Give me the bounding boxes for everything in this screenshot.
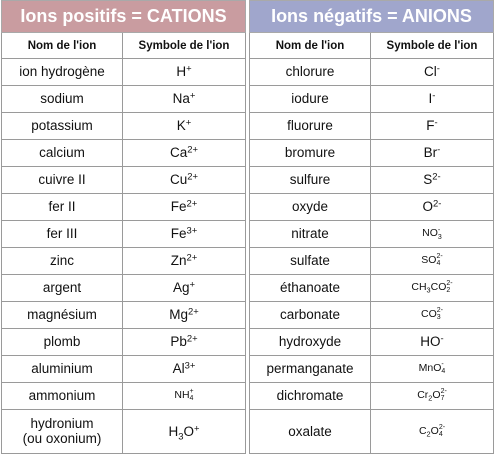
table-row	[250, 274, 494, 301]
ion-symbol-base: CO	[421, 308, 437, 321]
cations-title: Ions positifs = CATIONS	[2, 1, 246, 33]
ion-name-cell	[250, 220, 371, 247]
ion-name: calcium	[39, 145, 85, 161]
table-row	[250, 166, 494, 193]
ion-charge: -	[437, 144, 441, 156]
ion-name: permanganate	[266, 361, 354, 377]
ion-symbol-cell	[123, 139, 246, 166]
ion-symbol-cell	[371, 328, 494, 355]
ion-charge: 2-	[433, 198, 442, 210]
ion-charge: -	[436, 63, 440, 75]
table-row	[2, 139, 246, 166]
table-row	[2, 382, 246, 409]
ion-charge: 3+	[186, 225, 198, 237]
table-row	[250, 85, 494, 112]
ion-name-cell	[250, 355, 371, 382]
ion-symbol-base: O	[422, 199, 434, 215]
ion-charge: +	[189, 279, 196, 291]
ion-symbol-base: Mg	[169, 307, 188, 323]
ion-name: chlorure	[285, 64, 335, 80]
table-row	[2, 193, 246, 220]
ion-symbol-cell	[371, 247, 494, 274]
ion-symbol-cell	[123, 166, 246, 193]
ion-name: potassium	[31, 118, 93, 134]
ion-subscript: 4	[436, 260, 441, 268]
ion-charge: 2+	[186, 198, 198, 210]
table-row	[2, 274, 246, 301]
ion-subscript: 4	[441, 368, 446, 376]
ion-charge-stack	[439, 424, 445, 438]
ion-name-cell	[2, 409, 123, 453]
ion-subscript: 3	[178, 431, 184, 443]
ion-symbol-cell	[123, 247, 246, 274]
ion-charge-stack	[441, 361, 445, 375]
ion-name: sodium	[40, 91, 84, 107]
ion-charge-stack	[436, 253, 442, 267]
ion-symbol-cell	[123, 355, 246, 382]
ion-name: argent	[42, 280, 82, 296]
ion-subscript-2: 4	[438, 431, 443, 439]
ion-symbol-base: CH	[411, 281, 427, 294]
ion-name-cell	[250, 382, 371, 409]
ion-name-cell	[250, 166, 371, 193]
ion-symbol-cell	[371, 409, 494, 453]
ion-symbol-cell	[123, 301, 246, 328]
table-row	[2, 409, 246, 453]
table-row	[250, 112, 494, 139]
ion-name: fer III	[46, 226, 78, 242]
table-row	[2, 59, 246, 86]
cations-name-header: Nom de l'ion	[2, 33, 123, 59]
ion-symbol-base: Pb	[170, 334, 187, 350]
ion-charge: -	[440, 333, 444, 345]
ion-symbol-base: H	[176, 64, 187, 80]
table-row	[2, 112, 246, 139]
ion-charge: 2+	[187, 171, 199, 183]
ion-symbol-base: Ag	[172, 280, 190, 296]
ion-name-cell	[2, 247, 123, 274]
ion-charge: +	[189, 90, 196, 102]
ion-name-cell	[2, 166, 123, 193]
ion-subscript: 4	[189, 395, 194, 403]
ion-charge-stack	[446, 280, 452, 294]
ion-symbol-base: Na	[172, 91, 190, 107]
ion-name-cell	[250, 328, 371, 355]
ion-name: hydronium	[30, 416, 94, 432]
ion-charge: 2+	[186, 333, 198, 345]
ion-symbol-cell	[123, 220, 246, 247]
ion-charge: +	[194, 423, 200, 435]
ion-name-cell	[250, 409, 371, 453]
ion-name: iodure	[291, 91, 329, 107]
ion-name-cell	[2, 355, 123, 382]
table-row	[2, 247, 246, 274]
ion-charge: 2+	[188, 306, 199, 318]
anions-table	[249, 0, 494, 454]
ion-symbol-base: Zn	[170, 253, 187, 269]
ion-name-cell	[2, 139, 123, 166]
ion-symbol-base: C	[418, 424, 427, 437]
ion-name-cell	[2, 220, 123, 247]
ion-name: bromure	[284, 145, 336, 161]
ion-symbol-base: I	[428, 91, 433, 107]
ion-charge: 2-	[436, 307, 443, 315]
ion-symbol-cell	[371, 382, 494, 409]
ion-name: oxalate	[288, 423, 332, 439]
anions-title: Ions négatifs = ANIONS	[250, 1, 494, 33]
ion-name: ion hydrogène	[19, 64, 105, 80]
ion-name-cell	[2, 85, 123, 112]
ion-charge: -	[437, 226, 441, 234]
ion-symbol-cell	[123, 193, 246, 220]
ion-charge: -	[434, 117, 438, 129]
ion-symbol-cell	[371, 355, 494, 382]
ion-subscript: 2	[428, 393, 433, 403]
ion-charge: -	[441, 361, 444, 369]
table-row	[250, 328, 494, 355]
ion-name: sulfure	[289, 172, 331, 188]
ion-name-cell	[250, 274, 371, 301]
ion-name-cell	[2, 59, 123, 86]
ion-name: hydroxyde	[278, 334, 342, 350]
ion-name: dichromate	[276, 388, 344, 404]
ion-charge: 2-	[440, 388, 447, 396]
ion-name: carbonate	[279, 307, 341, 323]
ion-name: magnésium	[27, 307, 97, 323]
ion-symbol-base: K	[176, 118, 186, 134]
ion-symbol-cell	[123, 59, 246, 86]
table-row	[250, 355, 494, 382]
cations-table	[1, 0, 246, 454]
ion-charge: -	[432, 90, 436, 102]
ion-symbol-cell	[123, 328, 246, 355]
ion-charge-stack	[190, 388, 194, 402]
table-row	[2, 328, 246, 355]
ion-name: oxyde	[291, 199, 329, 215]
table-row	[250, 409, 494, 453]
table-row	[2, 166, 246, 193]
ion-charge: 2-	[446, 280, 453, 288]
ion-charge-stack	[437, 307, 443, 321]
table-row	[250, 139, 494, 166]
ion-symbol-base: Cr	[417, 389, 429, 402]
ion-symbol-base: S	[423, 172, 433, 188]
ion-subscript-2: 7	[440, 395, 445, 403]
ion-name-cell	[250, 193, 371, 220]
ion-symbol-base: Cu	[169, 172, 188, 188]
ion-symbol-base: Br	[423, 145, 438, 161]
ion-subscript: 3	[437, 233, 442, 241]
table-row	[2, 85, 246, 112]
ion-name-cell	[2, 328, 123, 355]
ion-symbol-cell	[123, 112, 246, 139]
ion-name: ammonium	[28, 388, 96, 404]
ion-name: nitrate	[291, 226, 329, 242]
cations-rows	[2, 59, 246, 454]
ion-symbol-base: Fe	[170, 199, 187, 215]
ion-symbol-cell	[123, 382, 246, 409]
ion-symbol-cell	[371, 112, 494, 139]
ion-symbol-base: MnO	[418, 362, 442, 375]
ion-charge: +	[186, 63, 192, 75]
ion-symbol-base-2: O	[430, 424, 439, 437]
ion-charge: 2-	[436, 253, 443, 261]
ion-name-cell	[250, 247, 371, 274]
ion-name: fer II	[48, 199, 76, 215]
ion-name-cell	[2, 274, 123, 301]
ion-name-cell	[2, 112, 123, 139]
ion-subscript-2: 2	[446, 287, 451, 295]
ion-subscript: 3	[436, 314, 441, 322]
table-row	[250, 301, 494, 328]
ion-name: fluorure	[287, 118, 333, 134]
table-row	[250, 247, 494, 274]
ion-symbol-base: Ca	[169, 145, 188, 161]
table-row	[250, 382, 494, 409]
anions-symbol-header: Symbole de l'ion	[371, 33, 494, 59]
ion-charge: 2-	[438, 424, 446, 432]
ion-name-cell	[2, 382, 123, 409]
ion-name-cell	[250, 59, 371, 86]
ion-symbol-base: F	[426, 118, 435, 134]
ion-symbol-cell	[371, 193, 494, 220]
ion-name: plomb	[43, 334, 81, 350]
ion-name-cell	[2, 193, 123, 220]
ion-symbol-base: NH	[174, 389, 190, 402]
ion-symbol-cell	[371, 220, 494, 247]
ion-name: aluminium	[31, 361, 93, 377]
ion-name-alt: (ou oxonium)	[22, 431, 102, 447]
anions-name-header: Nom de l'ion	[250, 33, 371, 59]
ion-symbol-cell	[371, 166, 494, 193]
ion-name: zinc	[49, 253, 74, 269]
ion-symbol-base-2: CO	[430, 281, 447, 294]
ion-name-cell	[2, 301, 123, 328]
table-row	[250, 220, 494, 247]
ion-symbol-base: SO	[421, 254, 437, 267]
ion-symbol-base: H	[168, 423, 179, 439]
ion-symbol-base: Al	[172, 361, 185, 377]
ion-charge: 2+	[187, 144, 199, 156]
table-row	[2, 355, 246, 382]
ion-symbol-cell	[371, 85, 494, 112]
table-row	[250, 193, 494, 220]
ion-symbol-base-2: O	[432, 389, 441, 402]
table-row	[2, 220, 246, 247]
ion-name: éthanoate	[279, 280, 341, 296]
ion-symbol-cell	[371, 59, 494, 86]
cations-symbol-header: Symbole de l'ion	[123, 33, 246, 59]
ion-symbol-cell	[371, 139, 494, 166]
ion-charge: 2+	[186, 252, 198, 264]
ion-symbol-cell	[123, 85, 246, 112]
ion-symbol-base: Fe	[170, 226, 187, 242]
ion-name: sulfate	[290, 253, 330, 269]
ion-charge-stack	[441, 388, 447, 402]
ion-charge: +	[189, 388, 194, 396]
ion-charge: +	[185, 117, 192, 129]
ion-name: cuivre II	[38, 172, 86, 188]
anions-rows	[250, 59, 494, 454]
ion-symbol-cell	[371, 301, 494, 328]
ion-symbol-cell	[123, 274, 246, 301]
ion-symbol-base: NO	[422, 227, 438, 240]
ion-symbol-cell	[371, 274, 494, 301]
ion-symbol-base: HO	[420, 334, 441, 350]
ion-name-cell	[250, 85, 371, 112]
table-row	[250, 59, 494, 86]
ion-symbol-base-2: O	[183, 423, 194, 439]
ion-charge-stack	[438, 227, 442, 241]
ion-charge: 3+	[184, 360, 196, 372]
table-row	[2, 301, 246, 328]
ion-name-cell	[250, 112, 371, 139]
ion-name-cell	[250, 139, 371, 166]
ion-subscript: 3	[426, 285, 431, 295]
ion-charge: 2-	[432, 171, 441, 183]
ion-subscript: 2	[426, 429, 431, 439]
ion-symbol-cell	[123, 409, 246, 453]
ion-name-cell	[250, 301, 371, 328]
ion-symbol-base: Cl	[424, 64, 437, 80]
